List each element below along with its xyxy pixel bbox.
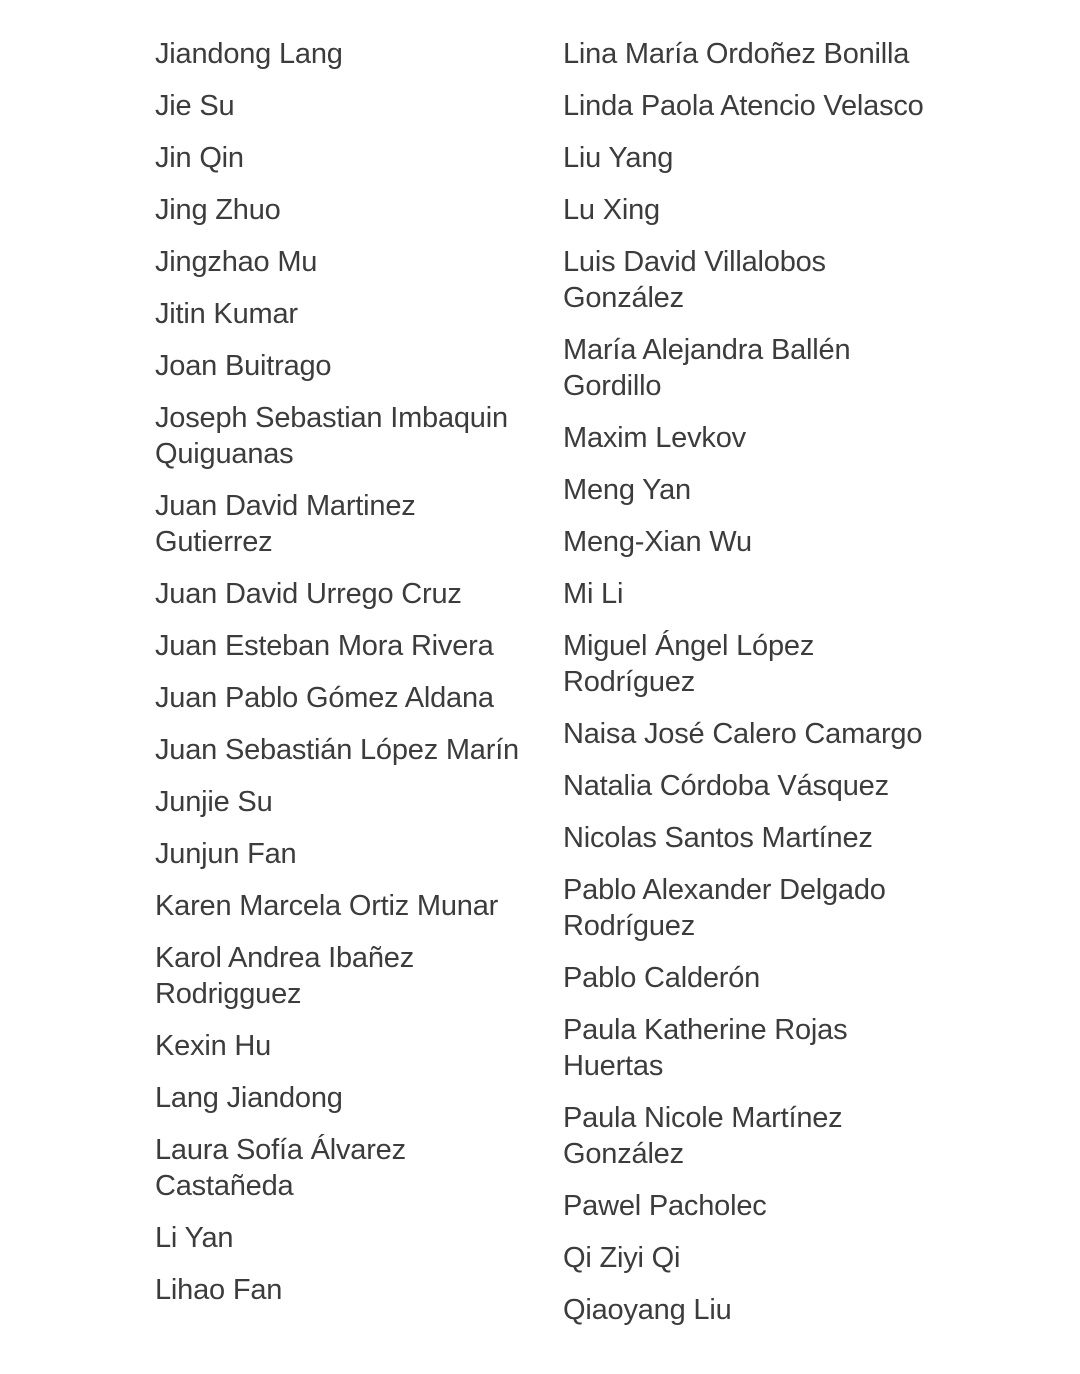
name-entry: Laura Sofía Álvarez Castañeda [155, 1134, 406, 1202]
name-entry: Joseph Sebastian Imbaquin Quiguanas [155, 402, 508, 470]
name-entry: Qi Ziyi Qi [563, 1242, 681, 1274]
name-entry: Linda Paola Atencio Velasco [563, 90, 924, 122]
name-entry: Lang Jiandong [155, 1082, 343, 1114]
name-entry: Meng Yan [563, 474, 691, 506]
name-entry: Jitin Kumar [155, 298, 298, 330]
name-entry: Juan David Urrego Cruz [155, 578, 462, 610]
name-entry: Mi Li [563, 578, 624, 610]
name-entry: Juan Sebastián López Marín [155, 734, 519, 766]
name-entry: Jing Zhuo [155, 194, 281, 226]
name-entry: Natalia Córdoba Vásquez [563, 770, 889, 802]
name-entry: María Alejandra Ballén Gordillo [563, 334, 851, 402]
name-entry: Juan David Martinez Gutierrez [155, 490, 416, 558]
name-entry: Lina María Ordoñez Bonilla [563, 38, 910, 70]
name-entry: Junjie Su [155, 786, 273, 818]
name-entry: Miguel Ángel López Rodríguez [563, 630, 815, 698]
name-entry: Pawel Pacholec [563, 1190, 767, 1222]
name-entry: Jie Su [155, 90, 235, 122]
name-entry: Pablo Calderón [563, 962, 761, 994]
name-entry: Jingzhao Mu [155, 246, 318, 278]
name-entry: Meng-Xian Wu [563, 526, 752, 558]
name-column-right [563, 36, 943, 1344]
name-entry: Juan Pablo Gómez Aldana [155, 682, 494, 714]
name-entry: Naisa José Calero Camargo [563, 718, 923, 750]
name-entry: Qiaoyang Liu [563, 1294, 732, 1326]
name-entry: Kexin Hu [155, 1030, 272, 1062]
name-entry: Karol Andrea Ibañez Rodrigguez [155, 942, 414, 1010]
name-entry: Jin Qin [155, 142, 244, 174]
name-entry: Nicolas Santos Martínez [563, 822, 873, 854]
name-entry: Pablo Alexander Delgado Rodríguez [563, 874, 886, 942]
name-entry: Junjun Fan [155, 838, 297, 870]
name-entry: Jiandong Lang [155, 38, 343, 70]
name-entry: Joan Buitrago [155, 350, 332, 382]
name-entry: Paula Nicole Martínez González [563, 1102, 843, 1170]
name-entry: Liu Yang [563, 142, 674, 174]
name-entry: Karen Marcela Ortiz Munar [155, 890, 499, 922]
name-entry: Maxim Levkov [563, 422, 746, 454]
name-column-left [155, 36, 535, 1324]
name-entry: Luis David Villalobos González [563, 246, 826, 314]
name-entry: Li Yan [155, 1222, 234, 1254]
name-entry: Lu Xing [563, 194, 660, 226]
name-entry: Paula Katherine Rojas Huertas [563, 1014, 848, 1082]
name-entry: Juan Esteban Mora Rivera [155, 630, 494, 662]
name-entry: Lihao Fan [155, 1274, 283, 1306]
